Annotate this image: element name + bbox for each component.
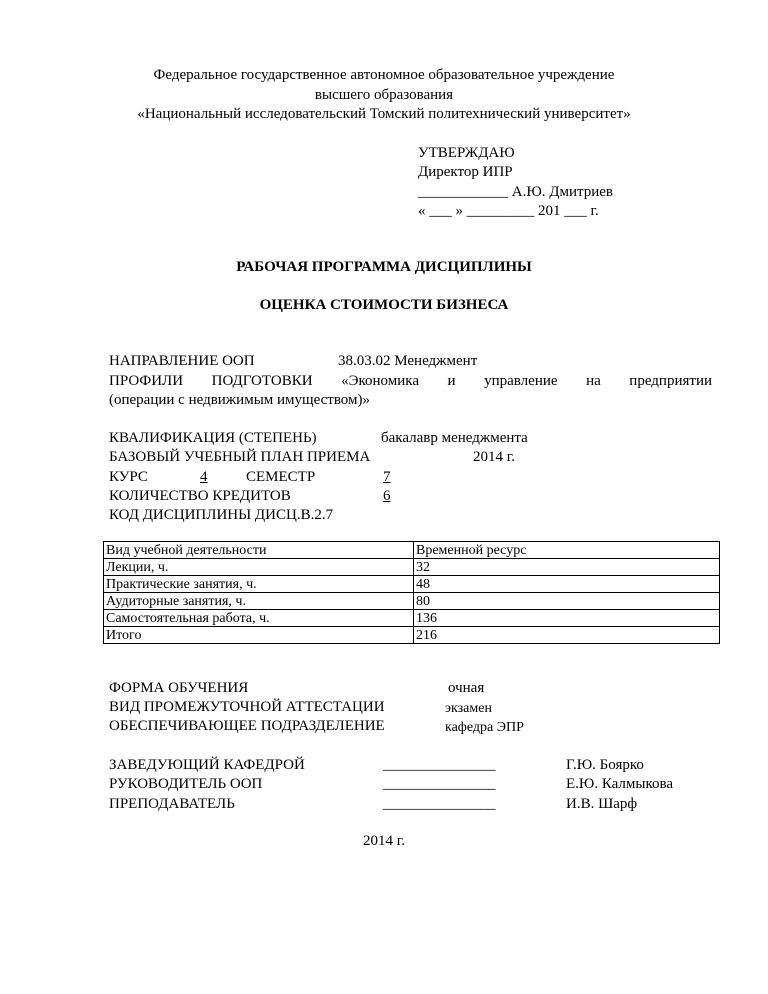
table-row <box>104 559 720 576</box>
direction-label: НАПРАВЛЕНИЕ ООП <box>109 353 255 369</box>
discipline-title: ОЦЕНКА СТОИМОСТИ БИЗНЕСА <box>259 297 509 313</box>
table-cell: Самостоятельная работа, ч. <box>104 610 414 627</box>
direction-value: 38.03.02 Менеджмент <box>338 353 478 369</box>
course-value: 4 <box>200 469 208 485</box>
header-line-2: высшего образования <box>314 87 454 103</box>
profiles-line-1: ПРОФИЛИ ПОДГОТОВКИ «Экономика и управление на предприятии <box>109 373 712 389</box>
table-cell: Итого <box>104 627 414 644</box>
signature-role: РУКОВОДИТЕЛЬ ООП <box>109 776 263 792</box>
table-cell: Аудиторные занятия, ч. <box>104 593 414 610</box>
semester-label: СЕМЕСТР <box>246 469 316 485</box>
semester-value: 7 <box>383 469 391 485</box>
base-plan-value: 2014 г. <box>473 449 515 465</box>
signature-role: ЗАВЕДУЮЩИЙ КАФЕДРОЙ <box>109 757 305 773</box>
qualification-label: КВАЛИФИКАЦИЯ (СТЕПЕНЬ) <box>109 430 317 446</box>
header-line-3: «Национальный исследовательский Томский политехнический университет» <box>137 106 631 122</box>
signature-line: _______________ <box>383 776 496 792</box>
department-value: кафедра ЭПР <box>445 720 524 735</box>
table-header-cell: Временной ресурс <box>414 542 720 559</box>
table-cell: Практические занятия, ч. <box>104 576 414 593</box>
signature-name: И.В. Шарф <box>566 796 638 812</box>
table-header-row <box>104 542 720 559</box>
table-header-cell: Вид учебной деятельности <box>104 542 414 559</box>
table-cell: 80 <box>414 593 720 610</box>
signature-name: Е.Ю. Калмыкова <box>566 776 674 792</box>
header-line-1: Федеральное государственное автономное образовательное учреждение <box>153 67 615 83</box>
resource-table <box>103 541 720 644</box>
footer-year: 2014 г. <box>363 833 405 849</box>
table-cell: 136 <box>414 610 720 627</box>
signature-line: _______________ <box>383 796 496 812</box>
table-row <box>104 627 720 644</box>
signature-line: _______________ <box>383 757 496 773</box>
table-cell: 48 <box>414 576 720 593</box>
signature-name: Г.Ю. Боярко <box>566 757 644 773</box>
table-row <box>104 576 720 593</box>
qualification-value: бакалавр менеджмента <box>381 430 528 446</box>
table-row <box>104 610 720 627</box>
approval-position: Директор ИПР <box>418 164 513 180</box>
profiles-line-2: (операции с недвижимым имуществом)» <box>109 392 371 408</box>
study-form-label: ФОРМА ОБУЧЕНИЯ <box>109 680 249 696</box>
attestation-label: ВИД ПРОМЕЖУТОЧНОЙ АТТЕСТАЦИИ <box>109 699 385 715</box>
department-label: ОБЕСПЕЧИВАЮЩЕЕ ПОДРАЗДЕЛЕНИЕ <box>109 718 385 734</box>
table-row <box>104 593 720 610</box>
approval-signature-line: ____________ А.Ю. Дмитриев <box>418 184 614 200</box>
approval-title: УТВЕРЖДАЮ <box>418 145 515 161</box>
table-cell: 216 <box>414 627 720 644</box>
course-label: КУРС <box>109 469 148 485</box>
program-title: РАБОЧАЯ ПРОГРАММА ДИСЦИПЛИНЫ <box>236 259 532 275</box>
credits-value: 6 <box>383 488 391 504</box>
attestation-value: экзамен <box>445 701 492 716</box>
discipline-code: КОД ДИСЦИПЛИНЫ ДИСЦ.В.2.7 <box>109 507 334 523</box>
approval-date-line: « ___ » _________ 201 ___ г. <box>418 203 599 219</box>
signature-role: ПРЕПОДАВАТЕЛЬ <box>109 796 235 812</box>
study-form-value: очная <box>448 680 485 696</box>
credits-label: КОЛИЧЕСТВО КРЕДИТОВ <box>109 488 291 504</box>
table-cell: 32 <box>414 559 720 576</box>
base-plan-label: БАЗОВЫЙ УЧЕБНЫЙ ПЛАН ПРИЕМА <box>109 449 371 465</box>
table-cell: Лекции, ч. <box>104 559 414 576</box>
